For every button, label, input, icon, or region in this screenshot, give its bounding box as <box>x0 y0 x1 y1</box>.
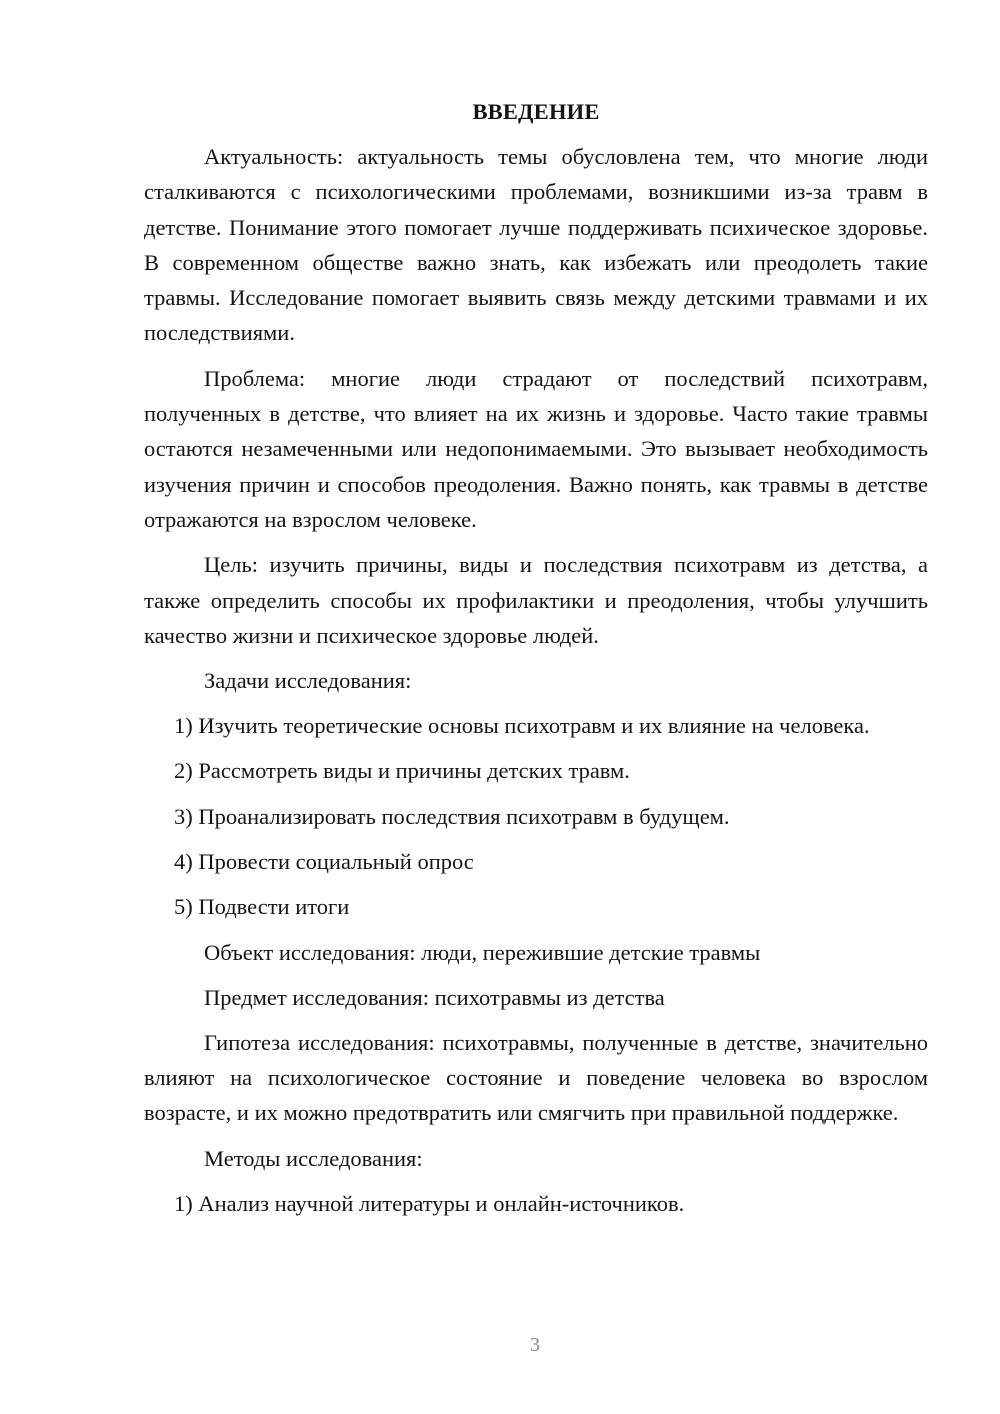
task-item: 3) Проанализировать последствия психотравм в будущем. <box>174 803 730 829</box>
task-item: 1) Изучить теоретические основы психотравм и их влияние на человека. <box>174 713 870 739</box>
relevance-paragraph: Актуальность: актуальность темы обусловлена тем, что многие люди сталкиваются с психологическими проблемами, возникшими из-за травм в детстве. Понимание этого помогает лучше поддерживать психическое здоровье. В современном обществе важно знать, как избежать или преодолеть такие травмы. Исследование помогает выявить связь между детскими травмами и их последствиями. <box>144 144 928 346</box>
tasks-heading: Задачи исследования: <box>204 668 412 694</box>
section-title: ВВЕДЕНИЕ <box>472 99 600 124</box>
task-item: 5) Подвести итоги <box>174 894 350 920</box>
research-subject: Предмет исследования: психотравмы из детства <box>204 984 665 1010</box>
page-content <box>144 94 928 1231</box>
method-item: 1) Анализ научной литературы и онлайн-источников. <box>174 1190 685 1216</box>
task-item: 4) Провести социальный опрос <box>174 849 474 875</box>
goal-paragraph: Цель: изучить причины, виды и последствия психотравм из детства, а также определить способы их профилактики и преодоления, чтобы улучшить качество жизни и психическое здоровье людей. <box>144 552 928 648</box>
problem-paragraph: Проблема: многие люди страдают от последствий психотравм, полученных в детстве, что влияет на их жизнь и здоровье. Часто такие травмы остаются незамеченными или недопонимаемыми. Это вызывает необходимость изучения причин и способов преодоления. Важно понять, как травмы в детстве отражаются на взрослом человеке. <box>144 365 928 532</box>
hypothesis-paragraph: Гипотеза исследования: психотравмы, полученные в детстве, значительно влияют на психологическое состояние и поведение человека во взрослом возрасте, и их можно предотвратить или смягчить при правильной поддержке. <box>144 1029 928 1126</box>
methods-heading: Методы исследования: <box>204 1145 423 1171</box>
page-number: 3 <box>530 1334 540 1356</box>
research-object: Объект исследования: люди, пережившие детские травмы <box>204 939 761 965</box>
task-item: 2) Рассмотреть виды и причины детских травм. <box>174 758 630 784</box>
